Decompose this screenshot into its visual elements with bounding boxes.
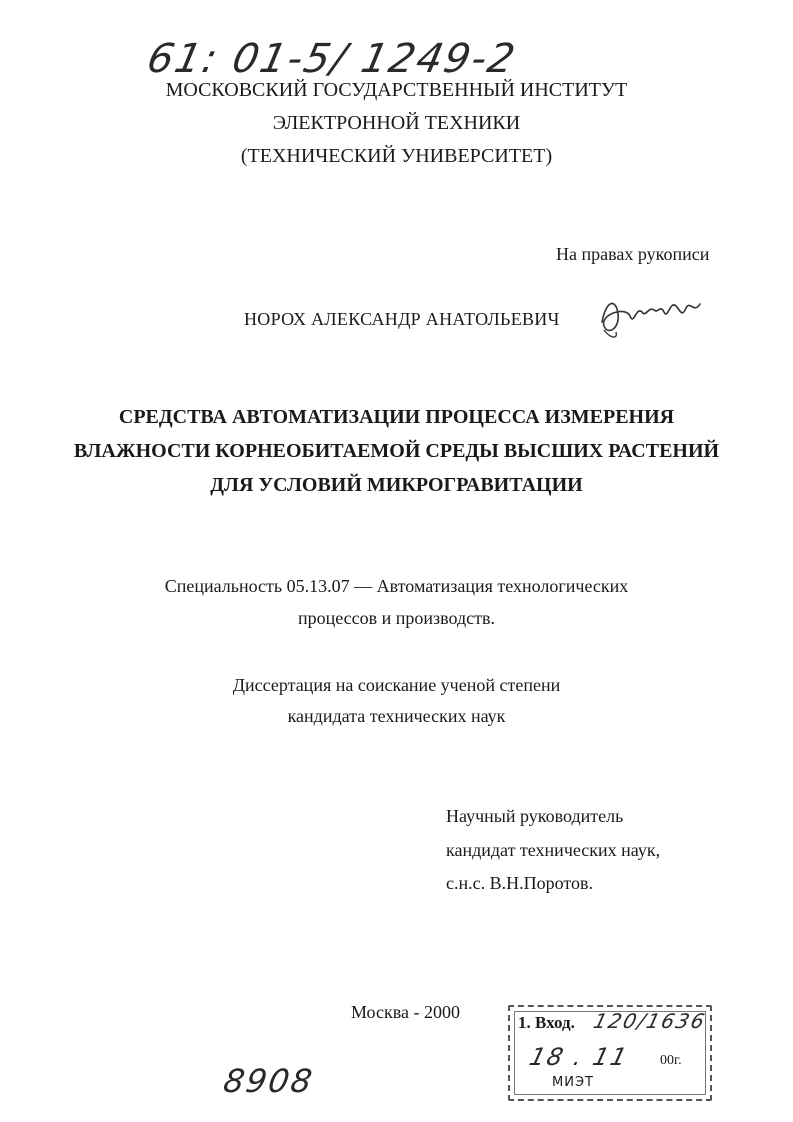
stamp-entry-label: 1. Вход. [518,1013,575,1032]
stamp-date: 18 . 11 [526,1043,632,1071]
institution-line-2: ЭЛЕКТРОННОЙ ТЕХНИКИ [272,112,521,134]
author-name: НОРОХ АЛЕКСАНДР АНАТОЛЬЕВИЧ [244,309,560,329]
supervisor-line-3: с.н.с. В.Н.Поротов. [446,873,594,893]
supervisor-line-2: кандидат технических наук, [446,840,661,860]
registration-stamp [508,1005,712,1101]
degree-line-2: кандидата технических наук [287,706,506,726]
specialty-line-2: процессов и производств. [297,608,496,628]
manuscript-rights-note: На правах рукописи [556,244,710,264]
stamp-year: 00г. [660,1053,682,1068]
supervisor-line-1: Научный руководитель [446,806,624,826]
stamp-entry-number: 120/1636 [591,1009,709,1033]
inventory-number-handwritten: 8908 [220,1062,317,1100]
stamp-organization: МИЭТ [552,1075,594,1090]
archive-code-handwritten: 61: 01-5/ 1249-2 [143,36,521,82]
institution-line-1: МОСКОВСКИЙ ГОСУДАРСТВЕННЫЙ ИНСТИТУТ [165,79,628,101]
city-year: Москва - 2000 [351,1002,460,1022]
degree-line-1: Диссертация на соискание ученой степени [232,675,561,695]
institution-line-3: (ТЕХНИЧЕСКИЙ УНИВЕРСИТЕТ) [240,145,553,167]
author-signature-icon [596,292,706,342]
specialty-line-1: Специальность 05.13.07 — Автоматизация технологических [164,576,629,596]
dissertation-title-line-3: ДЛЯ УСЛОВИЙ МИКРОГРАВИТАЦИИ [210,474,583,496]
dissertation-title-line-2: ВЛАЖНОСТИ КОРНЕОБИТАЕМОЙ СРЕДЫ ВЫСШИХ РАСТЕНИЙ [73,440,720,462]
dissertation-title-line-1: СРЕДСТВА АВТОМАТИЗАЦИИ ПРОЦЕССА ИЗМЕРЕНИЯ [118,406,675,428]
